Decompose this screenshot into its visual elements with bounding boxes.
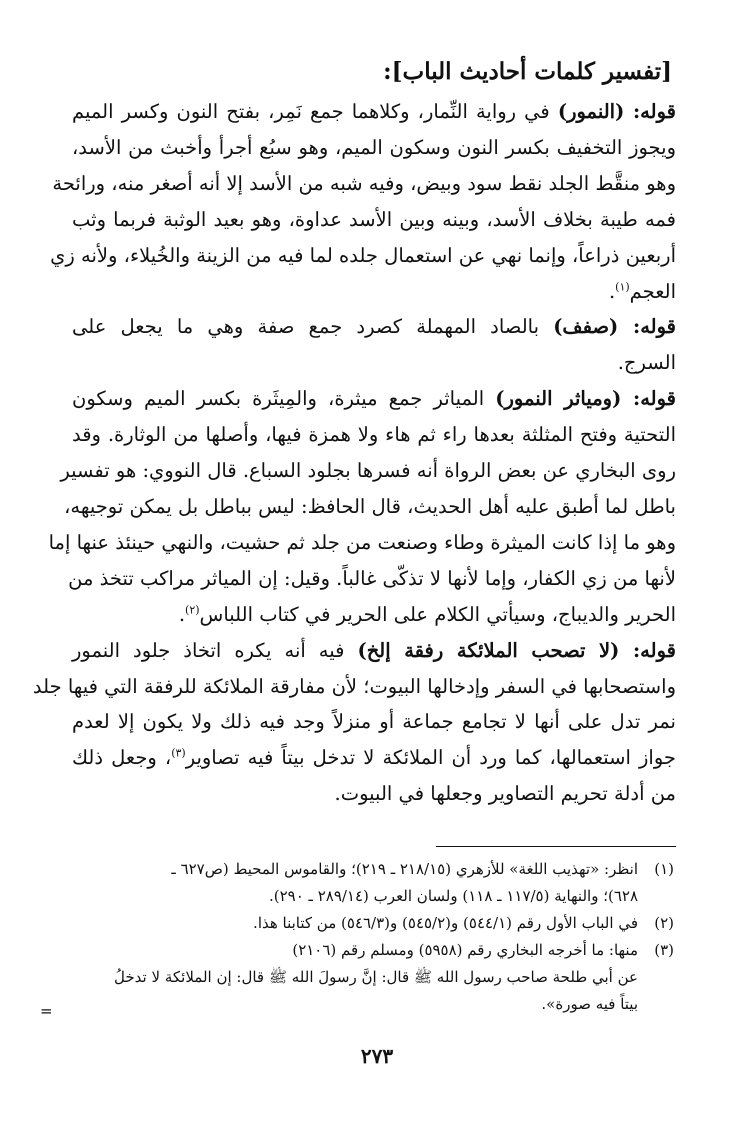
footnote-ref[interactable]: (٣) bbox=[171, 746, 186, 760]
footnote-line: ٦٢٨)؛ والنهاية (١١٧/٥ ـ ١١٨) ولسان العرب (٢٨٩/١٤ ـ ٢٩٠). bbox=[268, 887, 638, 905]
text-line: وهو ما إذا كانت الميثرة وطاء وصنعت من جلد ثم حشيت، والنهي حينئذ عنها إما bbox=[48, 530, 676, 554]
text-line: العجم$^{(١)}$. bbox=[608, 279, 676, 303]
keyword-term: قوله: (صفف) bbox=[553, 315, 677, 339]
page-number: ٢٧٣ bbox=[360, 1044, 394, 1068]
footnote-2 bbox=[70, 910, 674, 937]
footnote-line: انظر: «تهذيب اللغة» للأزهري (٢١٨/١٥ ـ ٢١٩)؛ والقاموس المحيط (ص٦٢٧ ـ bbox=[171, 860, 638, 878]
footnote-3 bbox=[70, 937, 674, 964]
keyword-term: قوله: (النمور) bbox=[557, 100, 676, 123]
text-line: التحتية وفتح المثلثة بعدها راء ثم هاء ولا همزة فيها، وأصلها من الوثارة. وقد bbox=[72, 423, 676, 447]
text-line: قوله: (لا تصحب الملائكة رفقة إلخ) فيه أنه يكره اتخاذ جلود النمور bbox=[72, 638, 676, 662]
keyword-term: قوله: (ومياثر النمور) bbox=[495, 387, 676, 411]
paragraph-malaika bbox=[32, 633, 676, 813]
footnote-ref[interactable]: (٢) bbox=[185, 603, 200, 617]
text-line: لأنها من زي الكفار، وإما لأنها لا تذكّى غالباً. وقيل: إن المياثر مراكب تتخذ من bbox=[68, 566, 676, 590]
section-heading: [تفسير كلمات أحاديث الباب]: bbox=[383, 58, 672, 85]
text-line: الحرير والديباج، وسيأتي الكلام على الحرير في كتاب اللباس$^{(٢)}$. bbox=[178, 602, 676, 626]
text-line: أربعين ذراعاً، وإنما نهي عن استعمال جلده لما فيه من الزينة والخُيلاء، ولأنه زي bbox=[50, 243, 676, 267]
text-line: قوله: (النمور) في رواية النِّمار، وكلاهما جمع نَمِر، بفتح النون وكسر الميم bbox=[72, 100, 676, 123]
paragraph-nomour bbox=[50, 94, 676, 309]
text-line: وهو منقَّط الجلد نقط سود وبيض، وفيه شبه من الأسد إلا أنه أصغر منه، ورائحة bbox=[52, 171, 676, 195]
text-line: فمه طيبة بخلاف الأسد، وبينه وبين الأسد عداوة، وهو بعيد الوثبة فربما وثب bbox=[72, 207, 676, 231]
footnote-1 bbox=[70, 856, 674, 910]
footnotes bbox=[70, 856, 674, 1018]
paragraph-sufuf bbox=[72, 309, 676, 381]
text-line: من أدلة تحريم التصاوير وجعلها في البيوت. bbox=[334, 782, 676, 806]
main-text bbox=[32, 94, 677, 812]
text-line: روى البخاري عن بعض الرواة أنه فسرها بجلود السباع. قال النووي: هو تفسير bbox=[60, 459, 676, 483]
text-line: واستصحابها في السفر وإدخالها البيوت؛ لأن مفارقة الملائكة للرفقة التي فيها جلد bbox=[32, 674, 676, 698]
keyword-term: قوله: (لا تصحب الملائكة رفقة إلخ) bbox=[357, 638, 676, 662]
text-line: السرج. bbox=[617, 351, 676, 375]
footnote-line: بيتاً فيه صورة». bbox=[541, 995, 638, 1013]
text-line: باطل لما أطبق عليه أهل الحديث، قال الحافظ: ليس بباطل بل يمكن توجيهه، bbox=[64, 494, 676, 518]
paragraph-mayathir bbox=[48, 381, 676, 632]
footnote-line: عن أبي طلحة صاحب رسول الله ﷺ قال: إنَّ رسولَ الله ﷺ قال: إن الملائكة لا تدخلُ bbox=[114, 968, 638, 986]
text-line: نمر تدل على أنها لا تجامع جماعة أو منزلاً وجد فيه ذلك ولا يكون إلا لعدم bbox=[72, 710, 676, 734]
footnote-line: منها: ما أخرجه البخاري رقم (٥٩٥٨) ومسلم رقم (٢١٠٦) bbox=[292, 941, 638, 959]
footnote-number: (١) bbox=[654, 860, 674, 878]
footnote-number: (٢) bbox=[654, 914, 674, 932]
text-line: قوله: (صفف) بالصاد المهملة كصرد جمع صفة وهي ما يجعل على bbox=[72, 315, 677, 339]
footnote-number: (٣) bbox=[654, 941, 674, 959]
text-line: ويجوز التخفيف بكسر النون وسكون الميم، وهو سبُع أجرأ وأخبث من الأسد، bbox=[72, 135, 676, 159]
text-line: جواز استعمالها، كما ورد أن الملائكة لا تدخل بيتاً فيه تصاوير$^{(٣)}$، وجعل ذلك bbox=[72, 746, 676, 770]
footnote-separator bbox=[436, 846, 676, 847]
footnote-line: في الباب الأول رقم (٥٤٤/١) و(٥٤٥/٢) و(٥٤٦/٣) من كتابنا هذا. bbox=[253, 914, 638, 932]
text-line: قوله: (ومياثر النمور) المياثر جمع ميثرة، والمِيثَرة بكسر الميم وسكون bbox=[72, 387, 676, 411]
continuation-mark: = bbox=[40, 1002, 53, 1020]
footnote-ref[interactable]: (١) bbox=[615, 280, 630, 294]
